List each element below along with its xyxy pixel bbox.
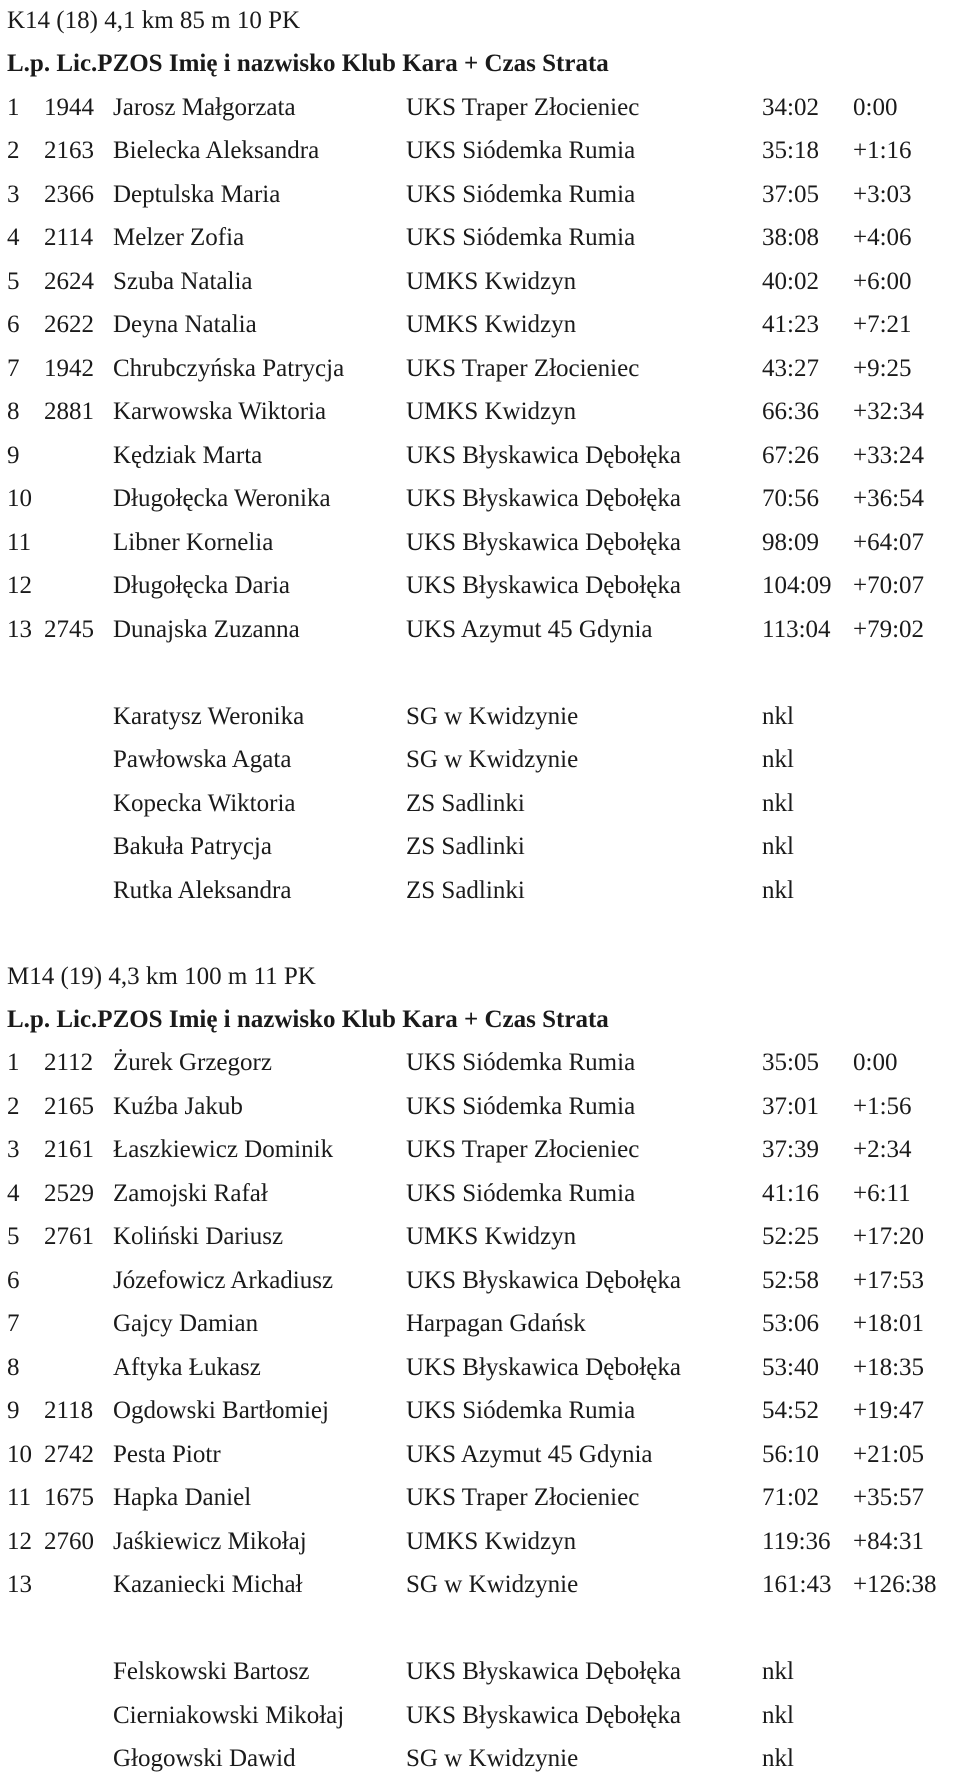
- time-cell: 70:56: [762, 485, 819, 512]
- competitor-name: Głogowski Dawid: [113, 1745, 296, 1772]
- spacer: [7, 912, 957, 956]
- club-name: UMKS Kwidzyn: [406, 1527, 577, 1555]
- competitor-name: Rutka Aleksandra: [113, 876, 292, 904]
- competitor-name: Jarosz Małgorzata: [113, 93, 296, 121]
- competitor-name: Felskowski Bartosz: [113, 1658, 310, 1685]
- license-cell: 1675: [44, 1484, 94, 1511]
- club-name: SG w Kwidzynie: [406, 1745, 579, 1772]
- competitor-name: Szuba Natalia: [113, 267, 253, 295]
- license-cell: 2624: [44, 267, 94, 295]
- category-title: K14 (18) 4,1 km 85 m 10 PK: [7, 7, 301, 34]
- result-row: [7, 1433, 957, 1477]
- place-cell: 1: [7, 93, 20, 121]
- time-cell: 41:23: [762, 311, 819, 338]
- time-cell: 113:04: [762, 615, 831, 643]
- time-cell: 40:02: [762, 267, 819, 295]
- competitor-name: Karatysz Weronika: [113, 702, 305, 730]
- competitor-name: Długołęcka Weronika: [113, 485, 331, 512]
- place-cell: 6: [7, 1266, 20, 1294]
- place-cell: 11: [7, 1484, 32, 1511]
- club-name: UKS Traper Złocieniec: [406, 354, 640, 382]
- competitor-name: Kuźba Jakub: [113, 1092, 243, 1120]
- club-name: UKS Błyskawica Dębołęka: [406, 1266, 681, 1294]
- competitor-name: Kazaniecki Michał: [113, 1571, 303, 1598]
- club-name: UMKS Kwidzyn: [406, 267, 577, 295]
- club-name: UKS Błyskawica Dębołęka: [406, 528, 681, 556]
- license-cell: 2529: [44, 1179, 94, 1207]
- competitor-name: Bielecka Aleksandra: [113, 137, 320, 164]
- unclassified-row: [7, 1650, 957, 1694]
- license-cell: 2622: [44, 311, 94, 338]
- time-cell: 37:39: [762, 1136, 819, 1163]
- loss-cell: +32:34: [853, 398, 925, 425]
- competitor-name: Zamojski Rafał: [113, 1179, 268, 1207]
- club-name: UKS Traper Złocieniec: [406, 1136, 640, 1163]
- club-name: UKS Siódemka Rumia: [406, 1397, 636, 1424]
- license-cell: 2760: [44, 1527, 94, 1555]
- club-name: UKS Siódemka Rumia: [406, 1092, 636, 1120]
- license-cell: 2163: [44, 137, 94, 164]
- loss-cell: 0:00: [853, 93, 898, 121]
- result-row: [7, 1215, 957, 1259]
- time-cell: 41:16: [762, 1179, 819, 1207]
- place-cell: 2: [7, 137, 20, 164]
- place-cell: 12: [7, 572, 32, 599]
- place-cell: 9: [7, 441, 20, 469]
- status-cell: nkl: [762, 876, 794, 904]
- unclassified-row: [7, 825, 957, 869]
- license-cell: 2114: [44, 224, 94, 251]
- place-cell: 4: [7, 1179, 20, 1207]
- loss-cell: +6:00: [853, 267, 912, 295]
- loss-cell: +4:06: [853, 224, 912, 251]
- unclassified-row: [7, 738, 957, 782]
- competitor-name: Aftyka Łukasz: [113, 1353, 261, 1381]
- license-cell: 2745: [44, 615, 94, 643]
- loss-cell: +84:31: [853, 1527, 925, 1555]
- license-cell: 2366: [44, 180, 94, 208]
- time-cell: 104:09: [762, 572, 832, 599]
- club-name: UMKS Kwidzyn: [406, 398, 577, 425]
- result-row: [7, 86, 957, 130]
- license-cell: 2118: [44, 1397, 94, 1424]
- table-header: L.p. Lic.PZOS Imię i nazwisko Klub Kara + Czas Strata: [7, 50, 609, 77]
- result-row: [7, 1128, 957, 1172]
- place-cell: 3: [7, 180, 20, 208]
- time-cell: 54:52: [762, 1397, 819, 1424]
- loss-cell: +36:54: [853, 485, 925, 512]
- place-cell: 13: [7, 1571, 32, 1598]
- club-name: ZS Sadlinki: [406, 789, 525, 817]
- loss-cell: +9:25: [853, 354, 912, 382]
- club-name: UKS Siódemka Rumia: [406, 1049, 636, 1076]
- club-name: SG w Kwidzynie: [406, 702, 579, 730]
- time-cell: 119:36: [762, 1527, 831, 1555]
- competitor-name: Jaśkiewicz Mikołaj: [113, 1527, 307, 1555]
- club-name: UKS Traper Złocieniec: [406, 93, 640, 121]
- loss-cell: +64:07: [853, 528, 925, 556]
- competitor-name: Deptulska Maria: [113, 180, 281, 208]
- time-cell: 67:26: [762, 441, 819, 469]
- unclassified-row: [7, 1694, 957, 1738]
- club-name: ZS Sadlinki: [406, 876, 525, 904]
- club-name: UKS Błyskawica Dębołęka: [406, 1701, 681, 1729]
- time-cell: 98:09: [762, 528, 819, 556]
- competitor-name: Pesta Piotr: [113, 1440, 221, 1468]
- status-cell: nkl: [762, 789, 794, 817]
- time-cell: 71:02: [762, 1484, 819, 1511]
- place-cell: 9: [7, 1397, 20, 1424]
- time-cell: 37:05: [762, 180, 819, 208]
- status-cell: nkl: [762, 702, 794, 730]
- loss-cell: +1:56: [853, 1092, 912, 1120]
- result-row: [7, 260, 957, 304]
- time-cell: 56:10: [762, 1440, 819, 1468]
- time-cell: 52:58: [762, 1266, 819, 1294]
- club-name: ZS Sadlinki: [406, 833, 525, 860]
- status-cell: nkl: [762, 1701, 794, 1729]
- competitor-name: Kędziak Marta: [113, 441, 263, 469]
- unclassified-row: [7, 695, 957, 739]
- club-name: UKS Siódemka Rumia: [406, 137, 636, 164]
- club-name: UKS Błyskawica Dębołęka: [406, 1658, 681, 1685]
- status-cell: nkl: [762, 1745, 794, 1772]
- club-name: UKS Błyskawica Dębołęka: [406, 441, 681, 469]
- club-name: UMKS Kwidzyn: [406, 1223, 577, 1250]
- loss-cell: +19:47: [853, 1397, 925, 1424]
- result-row: [7, 173, 957, 217]
- time-cell: 34:02: [762, 93, 819, 121]
- competitor-name: Chrubczyńska Patrycja: [113, 354, 345, 382]
- license-cell: 1944: [44, 93, 94, 121]
- result-row: [7, 216, 957, 260]
- license-cell: 2742: [44, 1440, 94, 1468]
- place-cell: 3: [7, 1136, 20, 1163]
- loss-cell: +1:16: [853, 137, 912, 164]
- time-cell: 53:40: [762, 1353, 819, 1381]
- license-cell: 2112: [44, 1049, 94, 1076]
- loss-cell: +17:53: [853, 1266, 925, 1294]
- status-cell: nkl: [762, 746, 794, 773]
- result-row: [7, 303, 957, 347]
- loss-cell: +33:24: [853, 441, 925, 469]
- result-row: [7, 564, 957, 608]
- loss-cell: +21:05: [853, 1440, 925, 1468]
- category-title: M14 (19) 4,3 km 100 m 11 PK: [7, 962, 316, 990]
- club-name: UKS Siódemka Rumia: [406, 1179, 636, 1207]
- competitor-name: Pawłowska Agata: [113, 746, 292, 773]
- license-cell: 2165: [44, 1092, 94, 1120]
- status-cell: nkl: [762, 833, 794, 860]
- loss-cell: +70:07: [853, 572, 925, 599]
- competitor-name: Józefowicz Arkadiusz: [113, 1266, 334, 1294]
- competitor-name: Kopecka Wiktoria: [113, 789, 296, 817]
- competitor-name: Melzer Zofia: [113, 224, 245, 251]
- competitor-name: Gajcy Damian: [113, 1310, 259, 1337]
- place-cell: 2: [7, 1092, 20, 1120]
- time-cell: 37:01: [762, 1092, 819, 1120]
- place-cell: 7: [7, 354, 20, 382]
- time-cell: 161:43: [762, 1571, 832, 1598]
- place-cell: 11: [7, 528, 32, 556]
- result-row: [7, 1259, 957, 1303]
- result-row: [7, 608, 957, 652]
- loss-cell: 0:00: [853, 1049, 898, 1076]
- place-cell: 8: [7, 398, 20, 425]
- unclassified-row: [7, 1737, 957, 1781]
- time-cell: 38:08: [762, 224, 819, 251]
- status-cell: nkl: [762, 1658, 794, 1685]
- place-cell: 12: [7, 1527, 32, 1555]
- time-cell: 35:05: [762, 1049, 819, 1076]
- result-row: [7, 1476, 957, 1520]
- place-cell: 6: [7, 311, 20, 338]
- club-name: UKS Błyskawica Dębołęka: [406, 572, 681, 599]
- club-name: Harpagan Gdańsk: [406, 1310, 586, 1337]
- place-cell: 10: [7, 485, 32, 512]
- place-cell: 10: [7, 1440, 32, 1468]
- loss-cell: +126:38: [853, 1571, 937, 1598]
- competitor-name: Deyna Natalia: [113, 311, 257, 338]
- competitor-name: Libner Kornelia: [113, 528, 274, 556]
- club-name: SG w Kwidzynie: [406, 746, 579, 773]
- result-row: [7, 1389, 957, 1433]
- results-section: [7, 0, 957, 956]
- time-cell: 35:18: [762, 137, 819, 164]
- competitor-name: Długołęcka Daria: [113, 572, 291, 599]
- result-row: [7, 1302, 957, 1346]
- license-cell: 1942: [44, 354, 94, 382]
- competitor-name: Dunajska Zuzanna: [113, 615, 300, 643]
- club-name: UKS Błyskawica Dębołęka: [406, 1353, 681, 1381]
- club-name: UKS Azymut 45 Gdynia: [406, 1440, 653, 1468]
- loss-cell: +18:35: [853, 1353, 925, 1381]
- loss-cell: +17:20: [853, 1223, 925, 1250]
- club-name: UKS Siódemka Rumia: [406, 180, 636, 208]
- result-row: [7, 521, 957, 565]
- spacer: [7, 651, 957, 695]
- time-cell: 53:06: [762, 1310, 819, 1337]
- club-name: UKS Siódemka Rumia: [406, 224, 636, 251]
- loss-cell: +7:21: [853, 311, 912, 338]
- time-cell: 43:27: [762, 354, 819, 382]
- result-row: [7, 1346, 957, 1390]
- result-row: [7, 477, 957, 521]
- loss-cell: +6:11: [853, 1179, 911, 1207]
- result-row: [7, 1563, 957, 1607]
- competitor-name: Ogdowski Bartłomiej: [113, 1397, 329, 1424]
- result-row: [7, 1085, 957, 1129]
- place-cell: 5: [7, 267, 20, 295]
- license-cell: 2761: [44, 1223, 94, 1250]
- club-name: UKS Błyskawica Dębołęka: [406, 485, 681, 512]
- loss-cell: +79:02: [853, 615, 925, 643]
- unclassified-row: [7, 782, 957, 826]
- place-cell: 13: [7, 615, 32, 643]
- competitor-name: Cierniakowski Mikołaj: [113, 1701, 345, 1729]
- place-cell: 7: [7, 1310, 20, 1337]
- results-section: [7, 956, 957, 1781]
- result-row: [7, 1041, 957, 1085]
- result-row: [7, 434, 957, 478]
- competitor-name: Koliński Dariusz: [113, 1223, 284, 1250]
- loss-cell: +3:03: [853, 180, 912, 208]
- results-document: [7, 0, 957, 1781]
- spacer: [7, 1607, 957, 1651]
- club-name: UMKS Kwidzyn: [406, 311, 577, 338]
- place-cell: 4: [7, 224, 20, 251]
- result-row: [7, 1172, 957, 1216]
- result-row: [7, 129, 957, 173]
- license-cell: 2881: [44, 398, 94, 425]
- result-row: [7, 347, 957, 391]
- result-row: [7, 1520, 957, 1564]
- loss-cell: +18:01: [853, 1310, 925, 1337]
- unclassified-row: [7, 869, 957, 913]
- loss-cell: +35:57: [853, 1484, 925, 1511]
- time-cell: 66:36: [762, 398, 819, 425]
- table-header: L.p. Lic.PZOS Imię i nazwisko Klub Kara + Czas Strata: [7, 1005, 609, 1033]
- competitor-name: Karwowska Wiktoria: [113, 398, 327, 425]
- place-cell: 1: [7, 1049, 20, 1076]
- result-row: [7, 390, 957, 434]
- club-name: SG w Kwidzynie: [406, 1571, 579, 1598]
- place-cell: 5: [7, 1223, 20, 1250]
- time-cell: 52:25: [762, 1223, 819, 1250]
- license-cell: 2161: [44, 1136, 94, 1163]
- loss-cell: +2:34: [853, 1136, 912, 1163]
- competitor-name: Bakuła Patrycja: [113, 833, 272, 860]
- club-name: UKS Azymut 45 Gdynia: [406, 615, 653, 643]
- place-cell: 8: [7, 1353, 20, 1381]
- competitor-name: Hapka Daniel: [113, 1484, 252, 1511]
- competitor-name: Łaszkiewicz Dominik: [113, 1136, 334, 1163]
- club-name: UKS Traper Złocieniec: [406, 1484, 640, 1511]
- competitor-name: Żurek Grzegorz: [113, 1049, 272, 1076]
